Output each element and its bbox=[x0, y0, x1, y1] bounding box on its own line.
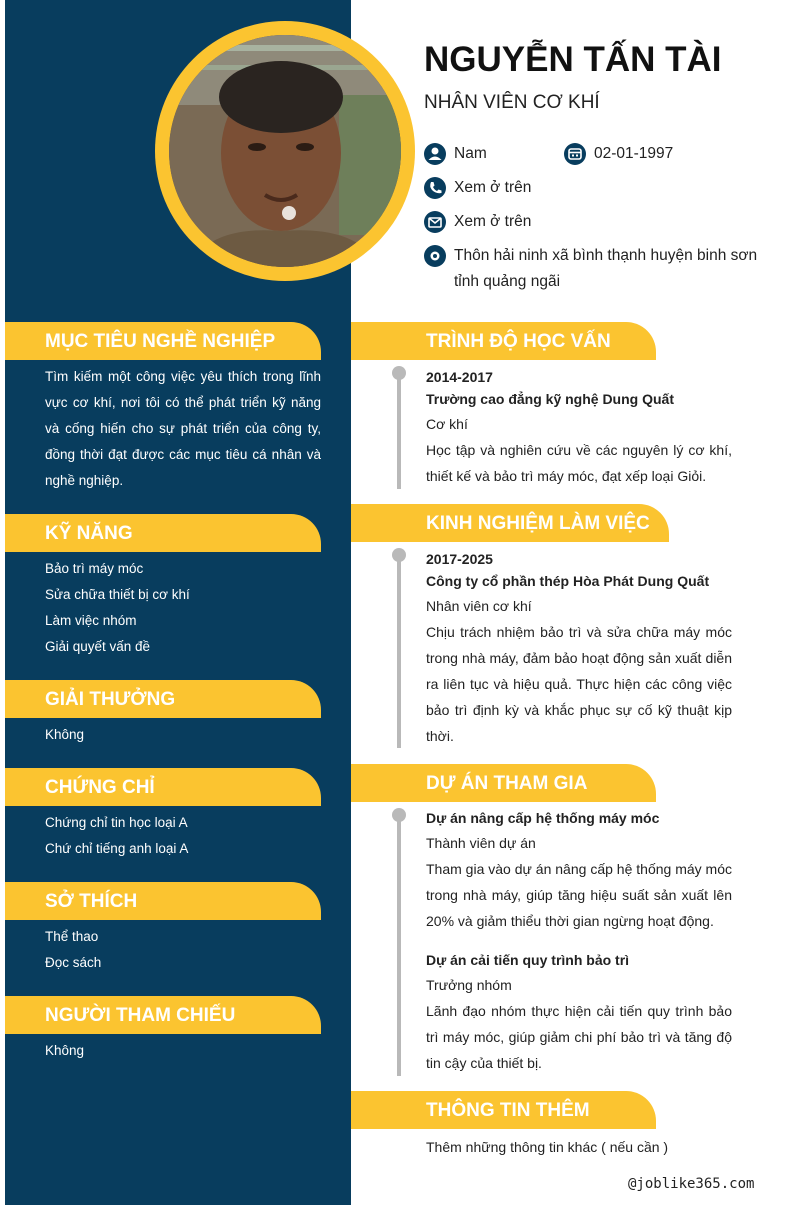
experience-desc: Chịu trách nhiệm bảo trì và sửa chữa máy móc trong nhà máy, đảm bảo hoạt động sản xuất diễn ra liên tục và hiệu quả. Thực hiện các công việc bảo trì định kỳ và khắc phục sự cố kỹ thuật kịp thời. bbox=[426, 624, 732, 744]
skills-heading: KỸ NĂNG bbox=[5, 514, 321, 552]
hobby-item: Đọc sách bbox=[45, 955, 102, 970]
objective-heading: MỤC TIÊU NGHỀ NGHIỆP bbox=[5, 322, 321, 360]
address-value: Thôn hải ninh xã bình thạnh huyện binh sơn tỉnh quảng ngãi bbox=[454, 247, 758, 290]
phone-icon bbox=[424, 177, 446, 199]
candidate-name: NGUYỄN TẤN TÀI bbox=[424, 40, 722, 79]
objective-text: Tìm kiếm một công việc yêu thích trong lĩnh vực cơ khí, nơi tôi có thể phát triển kỹ năng và cống hiến cho sự phát triển của công ty, đồng thời đạt được các mục tiêu cá nhân và nghề nghiệp. bbox=[45, 369, 321, 488]
candidate-title: NHÂN VIÊN CƠ KHÍ bbox=[424, 92, 600, 113]
timeline-line bbox=[397, 818, 401, 1076]
education-heading: TRÌNH ĐỘ HỌC VẤN bbox=[351, 322, 656, 360]
hobby-item: Thể thao bbox=[45, 929, 99, 944]
education-school: Trường cao đẳng kỹ nghệ Dung Quất bbox=[426, 391, 674, 407]
certificates-heading: CHỨNG CHỈ bbox=[5, 768, 321, 806]
education-period: 2014-2017 bbox=[426, 369, 493, 385]
user-icon bbox=[424, 143, 446, 165]
skill-item: Sửa chữa thiết bị cơ khí bbox=[45, 587, 190, 602]
skill-item: Làm việc nhóm bbox=[45, 613, 137, 628]
watermark: @joblike365.com bbox=[628, 1176, 755, 1192]
experience-heading: KINH NGHIỆM LÀM VIỆC bbox=[351, 504, 669, 542]
timeline-line bbox=[397, 558, 401, 748]
phone-value: Xem ở trên bbox=[454, 179, 532, 196]
projects-heading: DỰ ÁN THAM GIA bbox=[351, 764, 656, 802]
birthday-value: 02-01-1997 bbox=[594, 145, 674, 162]
experience-company: Công ty cổ phần thép Hòa Phát Dung Quất bbox=[426, 573, 710, 589]
awards-heading: GIẢI THƯỞNG bbox=[5, 680, 321, 718]
award-item: Không bbox=[45, 727, 85, 742]
education-desc: Học tập và nghiên cứu về các nguyên lý cơ khí, thiết kế và bảo trì máy móc, đạt xếp loại Giỏi. bbox=[426, 442, 732, 484]
gender-value: Nam bbox=[454, 145, 487, 162]
experience-period: 2017-2025 bbox=[426, 551, 493, 567]
project-role: Trưởng nhóm bbox=[426, 977, 512, 993]
skill-item: Giải quyết vấn đề bbox=[45, 639, 151, 654]
reference-item: Không bbox=[45, 1043, 85, 1058]
project-role: Thành viên dự án bbox=[426, 835, 536, 851]
email-value: Xem ở trên bbox=[454, 213, 532, 230]
avatar-ring bbox=[155, 21, 415, 281]
mail-icon bbox=[424, 211, 446, 233]
skill-item: Bảo trì máy móc bbox=[45, 561, 144, 576]
education-major: Cơ khí bbox=[426, 416, 468, 432]
project-name: Dự án cải tiến quy trình bảo trì bbox=[426, 952, 630, 968]
avatar bbox=[169, 35, 401, 267]
avatar-photo bbox=[169, 35, 401, 267]
calendar-icon bbox=[564, 143, 586, 165]
hobbies-heading: SỞ THÍCH bbox=[5, 882, 321, 920]
certificate-item: Chứng chỉ tin học loại A bbox=[45, 815, 188, 830]
timeline-line bbox=[397, 376, 401, 489]
extra-info-heading: THÔNG TIN THÊM bbox=[351, 1091, 656, 1129]
location-pin-icon bbox=[424, 245, 446, 267]
project-desc: Tham gia vào dự án nâng cấp hệ thống máy móc trong nhà máy, giúp tăng hiệu suất sản xuất lên 20% và giảm thiểu thời gian ngừng hoạt động. bbox=[426, 861, 732, 929]
extra-info-text: Thêm những thông tin khác ( nếu cần ) bbox=[426, 1139, 669, 1155]
project-name: Dự án nâng cấp hệ thống máy móc bbox=[426, 810, 660, 826]
project-desc: Lãnh đạo nhóm thực hiện cải tiến quy trình bảo trì máy móc, giúp giảm chi phí bảo trì và tăng độ tin cậy của thiết bị. bbox=[426, 1003, 732, 1071]
references-heading: NGƯỜI THAM CHIẾU bbox=[5, 996, 321, 1034]
experience-position: Nhân viên cơ khí bbox=[426, 598, 532, 614]
certificate-item: Chứ chỉ tiếng anh loại A bbox=[45, 841, 189, 856]
